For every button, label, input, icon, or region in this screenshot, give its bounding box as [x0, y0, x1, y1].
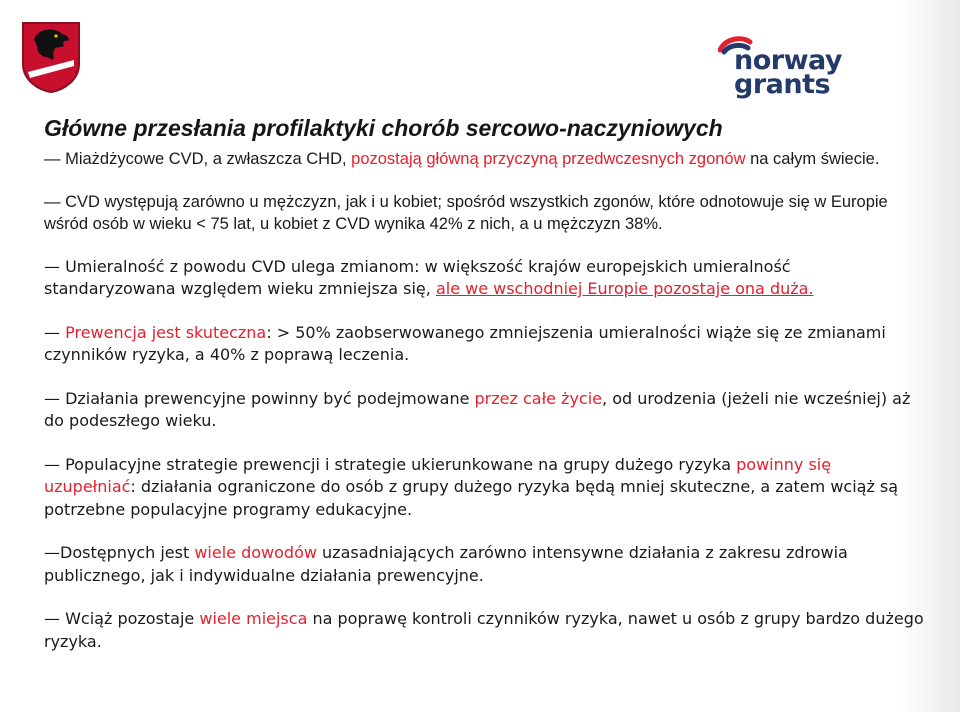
- bullet-paragraph: [44, 322, 924, 367]
- paragraph-text: : działania ograniczone do osób z grupy dużego ryzyka będą mniej skuteczne, a zatem wciąż są potrzebne populacyjne programy edukacyjne.: [44, 477, 899, 519]
- paragraph-text: — Działania prewencyjne powinny być podejmowane: [44, 388, 475, 408]
- bullet-paragraph: [44, 608, 924, 653]
- highlighted-text: ale we wschodniej Europie pozostaje ona duża.: [435, 279, 814, 298]
- bullet-paragraph: [44, 542, 924, 587]
- bullet-paragraph: [44, 454, 924, 522]
- highlighted-text: pozostają główną przyczyną przedwczesnych zgonów: [351, 150, 746, 168]
- paragraph-text: —Dostępnych jest: [44, 543, 195, 562]
- bullet-paragraph: [44, 388, 924, 433]
- paragraph-text: na poprawę kontroli czynników ryzyka, nawet u osób z grupy bardzo dużego ryzyka.: [44, 609, 924, 651]
- logo-line-2: grants: [734, 69, 831, 100]
- paragraph-text: — Miażdżycowe CVD, a zwłaszcza CHD,: [44, 150, 352, 168]
- logo-text: [734, 45, 843, 100]
- paragraph-text: do podeszłego wieku.: [44, 411, 217, 430]
- paragraph-text: — Umieralność z powodu CVD ulega zmianom: w większość krajów europejskich umieralność standaryzowana względem wieku zmniejsza się,: [44, 256, 791, 298]
- logo-line-1: norway: [734, 45, 843, 76]
- highlighted-text: Prewencja jest skuteczna: [65, 322, 267, 342]
- coat-of-arms-icon: [20, 20, 82, 94]
- highlighted-text: wiele miejsca: [199, 609, 308, 628]
- highlighted-text: przez całe życie: [474, 388, 603, 408]
- bullet-list: [44, 148, 924, 674]
- paragraph-text: uzasadniających zarówno intensywne działania z zakresu zdrowia publicznego, jak i indywidualne działania prewencyjne.: [44, 543, 848, 585]
- paragraph-text: — Populacyjne strategie prewencji i strategie ukierunkowane na grupy dużego ryzyka: [44, 454, 737, 474]
- paragraph-text: — CVD występują zarówno u mężczyzn, jak i u kobiet; spośród wszystkich zgonów, które odnotowuje się w Europie wśród osób w wieku < 75 lat, u kobiet z CVD wynika 42% z nich, a u mężczyzn 38%.: [44, 192, 888, 233]
- paragraph-text: na całym świecie.: [745, 150, 880, 168]
- paragraph-text: : > 50% zaobserwowanego zmniejszenia umieralności wiąże się ze zmianami czynników ryzyka, a 40% z poprawą leczenia.: [44, 322, 886, 364]
- paragraph-text: — Wciąż pozostaje: [44, 609, 200, 628]
- paragraph-text: , od urodzenia (jeżeli nie wcześniej) aż: [602, 388, 911, 408]
- highlighted-text: powinny się uzupełniać: [44, 454, 832, 496]
- bullet-paragraph: [44, 191, 924, 236]
- bullet-paragraph: [44, 148, 924, 171]
- highlighted-text: wiele dowodów: [194, 543, 317, 562]
- bullet-paragraph: [44, 256, 924, 301]
- paragraph-text: —: [44, 322, 66, 342]
- page-title: Główne przesłania profilaktyki chorób sercowo-naczyniowych: [44, 115, 723, 141]
